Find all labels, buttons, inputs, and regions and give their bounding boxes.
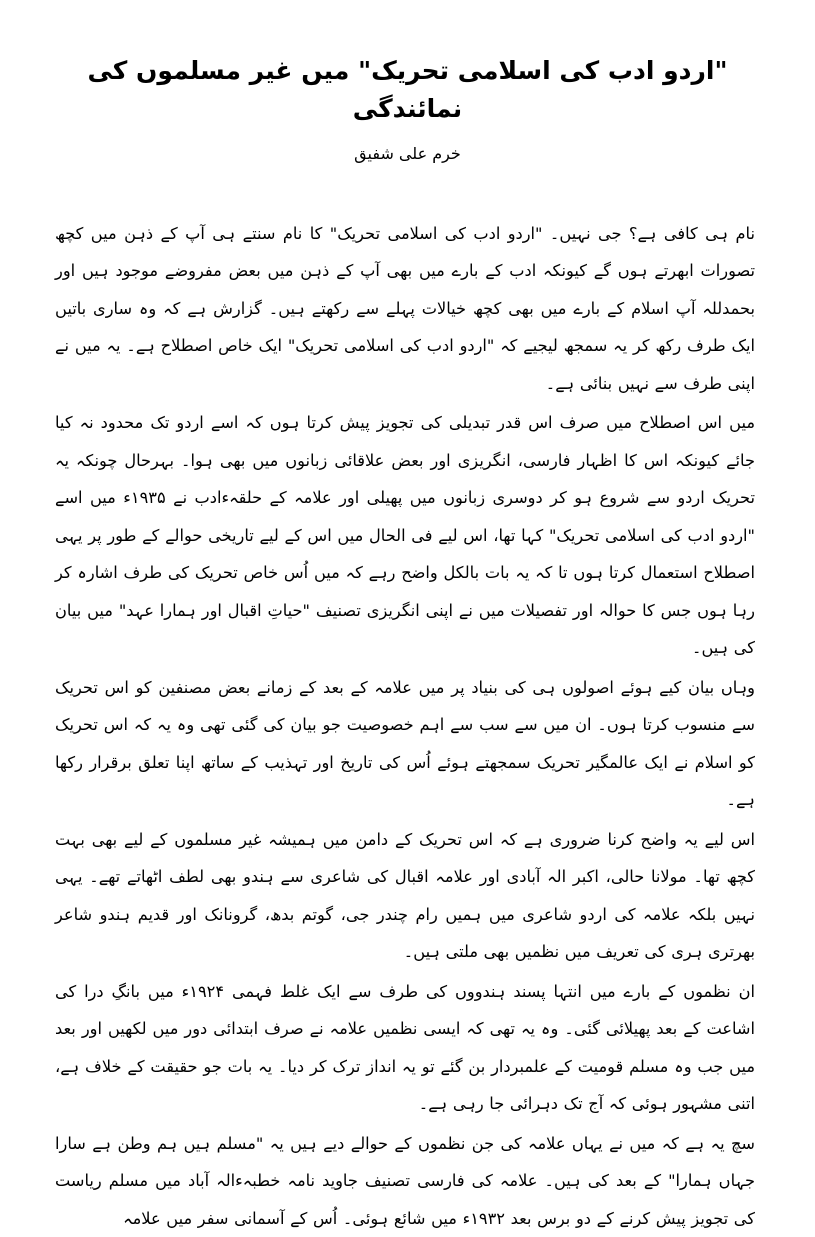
document-header [0,0,815,167]
paragraph: ان نظموں کے بارے میں انتہا پسند ہندووں کی طرف سے ایک غلط فہمی ۱۹۲۴ء میں بانگِ درا کی اشاعت کے بعد پھیلائی گئی۔ وہ یہ تھی کہ ایسی نظمیں علامہ نے صرف ابتدائی دور میں لکھیں اور بعد میں جب وہ مسلم قومیت کے علمبردار بن گئے تو یہ انداز ترک کر دیا۔ یہ بات جو حقیقت کے خلاف ہے، اتنی مشہور ہوئی کہ آج تک دہرائی جا رہی ہے۔ [55,981,755,1114]
article-body [0,167,815,1237]
paragraph: وہاں بیان کیے ہوئے اصولوں ہی کی بنیاد پر میں علامہ کے بعد کے زمانے بعض مصنفین کو اس تحریک سے منسوب کرتا ہوں۔ ان میں سے سب سے اہم خصوصیت جو بیان کی گئی تھی وہ یہ کہ اس تحریک کو اسلام نے ایک عالمگیر تحریک سمجھتے ہوئے اُس کی تاریخ اور تہذیب کے ساتھ اپنا تعلق برقرار رکھا ہے۔ [55,677,755,810]
page-title: "اردو ادب کی اسلامی تحریک" میں غیر مسلموں کی نمائندگی [87,56,728,123]
author-byline: خرم علی شفیق [354,144,461,163]
paragraph: میں اس اصطلاح میں صرف اس قدر تبدیلی کی تجویز پیش کرتا ہوں کہ اسے اردو تک محدود نہ کیا جائے کیونکہ اس کا اظہار فارسی، انگریزی اور بعض علاقائی زبانوں میں بھی ہوا۔ بہرحال چونکہ یہ تحریک اردو سے شروع ہو کر دوسری زبانوں میں پھیلی اور علامہ کے حلقہءادب نے ۱۹۳۵ء میں اسے "اردو ادب کی اسلامی تحریک" کہا تھا، اس لیے فی الحال میں اس کے لیے تاریخی حوالے کے طور پر یہی اصطلاح استعمال کرتا ہوں تا کہ یہ بات بالکل واضح رہے کہ میں اُس خاص تحریک کی طرف اشارہ کر رہا ہوں جس کا حوالہ اور تفصیلات میں نے اپنی انگریزی تصنیف "حیاتِ اقبال اور ہمارا عہد" میں بیان کی ہیں۔ [55,413,756,658]
paragraph: اس لیے یہ واضح کرنا ضروری ہے کہ اس تحریک کے دامن میں ہمیشہ غیر مسلموں کے لیے بھی بہت کچھ تھا۔ مولانا حالی، اکبر الہ آبادی اور علامہ اقبال کی شاعری سے ہندو بھی لطف اٹھاتے تھے۔ یہی نہیں بلکہ علامہ کی اردو شاعری میں ہمیں رام چندر جی، گوتم بدھ، گرونانک اور قدیم ہندو شاعر بھرتری ہری کی تعریف میں نظمیں بھی ملتی ہیں۔ [55,829,755,962]
paragraph: سچ یہ ہے کہ میں نے یہاں علامہ کی جن نظموں کے حوالے دیے ہیں یہ "مسلم ہیں ہم وطن ہے سارا جہاں ہمارا" کے بعد کی ہیں۔ علامہ کی فارسی تصنیف جاوید نامہ خطبہءالہ آباد میں مسلم ریاست کی تجویز پیش کرنے کے دو برس بعد ۱۹۳۲ء میں شائع ہوئی۔ اُس کے آسمانی سفر میں علامہ [55,1133,755,1228]
paragraph: نام ہی کافی ہے؟ جی نہیں۔ "اردو ادب کی اسلامی تحریک" کا نام سنتے ہی آپ کے ذہن میں کچھ تصورات ابھرتے ہوں گے کیونکہ ادب کے بارے میں بھی آپ کے ذہن میں بعض مفروضے موجود ہیں اور بحمدللہ آپ اسلام کے بارے میں بھی کچھ خیالات پہلے سے رکھتے ہیں۔ گزارش ہے کہ وہ ساری باتیں ایک طرف رکھ کر یہ سمجھ لیجیے کہ "اردو ادب کی اسلامی تحریک" ایک خاص اصطلاح ہے۔ یہ میں نے اپنی طرف سے نہیں بنائی ہے۔ [55,223,755,393]
